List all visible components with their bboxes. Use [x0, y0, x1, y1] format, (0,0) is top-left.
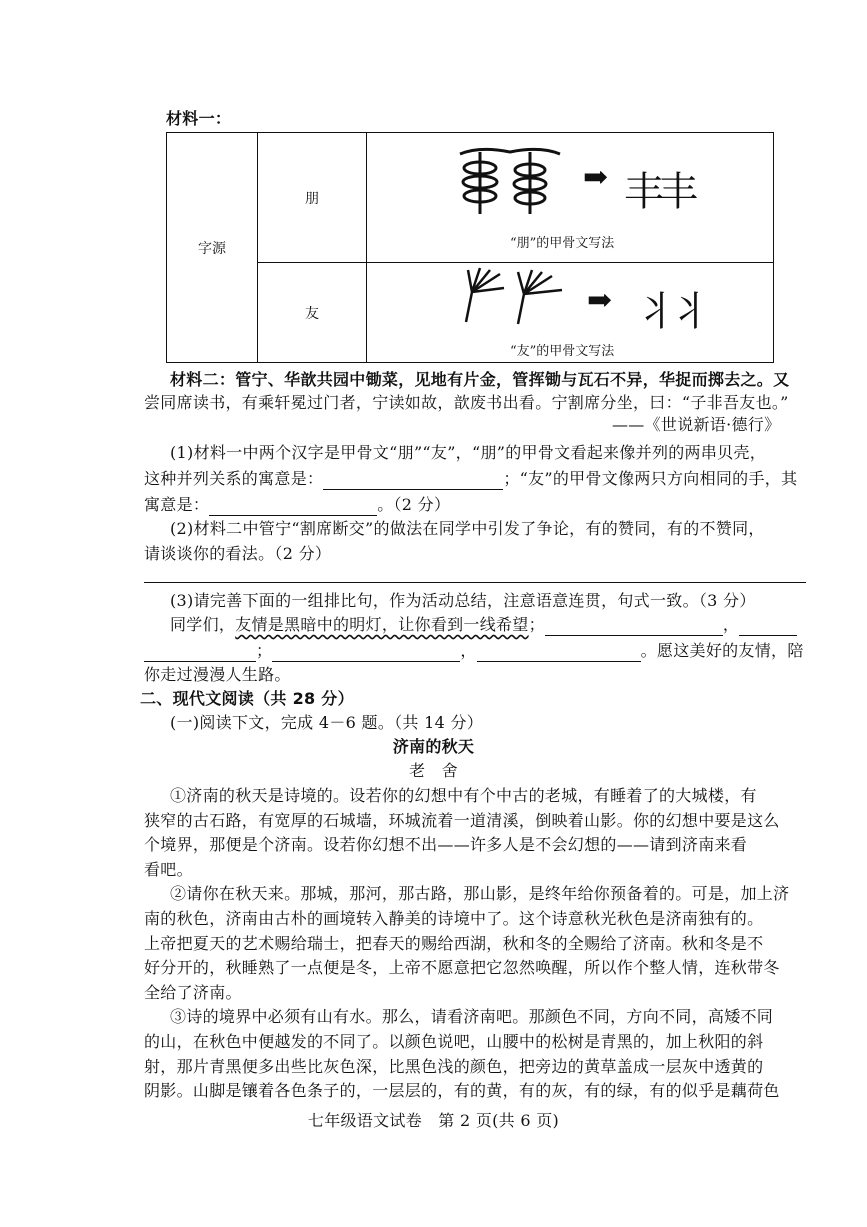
q3-sep-c: ；	[256, 641, 273, 660]
answer-blank-7[interactable]	[477, 645, 641, 662]
q3-sep-a: ；	[528, 615, 545, 634]
material2-line2: 尝同席读书，有乘轩冕过门者，宁读如故，歆废书出看。宁割席分坐，曰：“子非吾友也。”	[144, 393, 789, 412]
caption-peng: “朋”的甲骨文写法	[510, 236, 615, 251]
oracle-peng-glyph: 丰丰	[624, 169, 692, 215]
answer-blank-5[interactable]	[144, 645, 256, 662]
q3-sep-b: ，	[722, 615, 740, 634]
q3-line3	[144, 640, 804, 662]
q1-line3	[144, 494, 450, 516]
q3-prefix: 同学们，	[170, 615, 236, 634]
answer-line-q2[interactable]	[144, 582, 806, 583]
table-header-cell	[167, 133, 258, 363]
passage-title: 济南的秋天	[392, 737, 475, 756]
q2-line1: (2)材料二中管宁“割席断交”的做法在同学中引发了争论，有的赞同，有的不赞同，	[170, 519, 765, 538]
q3-line4: 你走过漫漫人生路。	[144, 665, 291, 684]
row-char-you: 友	[305, 305, 319, 322]
answer-blank-6[interactable]	[272, 645, 460, 662]
answer-blank-3[interactable]	[545, 619, 723, 636]
row-char-cell	[258, 133, 367, 263]
q1-line2	[144, 468, 797, 490]
passage-line: 南的秋色，济南由古朴的画境转入静美的诗境中了。这个诗意秋光秋色是济南独有的。	[144, 909, 764, 928]
table-header: 字源	[198, 240, 226, 257]
passage-line: 阴影。山脚是镶着各色条子的，一层层的，有的黄，有的灰，有的绿，有的似乎是藕荷色	[144, 1081, 780, 1101]
shell-strings-image	[450, 142, 570, 222]
passage-line: 狭窄的古石路，有宽厚的石城墙，环城流着一道清溪，倒映着山影。你的幻想中要是这么	[144, 810, 780, 830]
q3-tail: 。愿这美好的友情，陪	[640, 641, 804, 660]
q1-prompt-b: ；“友”的甲骨文像两只方向相同的手，其	[503, 469, 798, 488]
section2-heading: 二、现代文阅读（共 28 分）	[140, 689, 354, 708]
passage-author: 老 舍	[409, 761, 458, 780]
arrow-right-icon: ➡	[587, 283, 613, 318]
q1-prompt-c: 寓意是：	[144, 495, 210, 514]
answer-blank-4[interactable]	[739, 619, 797, 636]
q1-prompt-a: 这种并列关系的寓意是：	[144, 469, 324, 488]
q3-line1: (3)请完善下面的一组排比句，作为活动总结，注意语意连贯，句式一致。（3 分）	[170, 591, 756, 610]
row-char-peng: 朋	[305, 190, 319, 207]
passage-line: ②请你在秋天来。那城，那河，那古路，那山影，是终年给你预备着的。可是，加上济	[170, 884, 790, 904]
passage-line: 看吧。	[144, 859, 193, 879]
arrow-right-icon: ➡	[583, 160, 609, 195]
q3-line2	[170, 614, 797, 636]
row-char-cell	[258, 263, 367, 363]
passage-line: ③诗的境界中必须有山有水。那么，请看济南吧。那颜色不同，方向不同，高矮不同	[170, 1007, 774, 1027]
caption-you: “友”的甲骨文写法	[510, 344, 615, 359]
material1-label: 材料一：	[166, 109, 232, 128]
two-hands-image	[458, 262, 576, 332]
passage-line: 全给了济南。	[144, 982, 242, 1002]
q2-line2: 请谈谈你的看法。（2 分）	[144, 544, 332, 563]
q3-example: 友情是黑暗中的明灯，让你看到一线希望	[235, 615, 529, 634]
material2-line1	[170, 369, 789, 391]
passage-line: 好分开的，秋睡熟了一点便是冬，上帝不愿意把它忽然唤醒，所以作个整人情，连秋带冬	[144, 958, 780, 978]
material2-source: ——《世说新语·德行》	[612, 415, 781, 434]
q1-score: 。（2 分）	[377, 495, 451, 514]
answer-blank-1[interactable]	[323, 473, 503, 490]
q3-sep-d: ，	[460, 641, 477, 660]
passage-line: 上帝把夏天的艺术赐给瑞士，把春天的赐给西湖，秋和冬的全赐给了济南。秋和冬是不	[144, 933, 764, 953]
oracle-you-glyph: 丬丬	[636, 289, 704, 335]
answer-blank-2[interactable]	[209, 499, 377, 516]
passage-line: 个境界，那便是个济南。设若你幻想不出——许多人是不会幻想的——请到济南来看	[144, 835, 748, 855]
passage-line: ①济南的秋天是诗境的。设若你的幻想中有个中古的老城，有睡着了的大城楼，有	[170, 786, 757, 805]
section2-sub: (一)阅读下文，完成 4－6 题。（共 14 分）	[170, 713, 484, 732]
q1-line1: (1)材料一中两个汉字是甲骨文“朋”“友”，“朋”的甲骨文看起来像并列的两串贝壳，	[170, 443, 767, 462]
passage-line: 射，那片青黑便多出些比灰色深，比黑色浅的颜色，把旁边的黄草盖成一层灰中透黄的	[144, 1056, 764, 1076]
passage-line: 的山，在秋色中便越发的不同了。以颜色说吧，山腰中的松树是青黑的，加上秋阳的斜	[144, 1032, 764, 1051]
material2-text: 材料二：管宁、华歆共园中锄菜，见地有片金，管挥锄与瓦石不异，华捉而掷去之。又	[170, 370, 790, 389]
page-footer: 七年级语文试卷 第 2 页(共 6 页)	[307, 1111, 560, 1130]
